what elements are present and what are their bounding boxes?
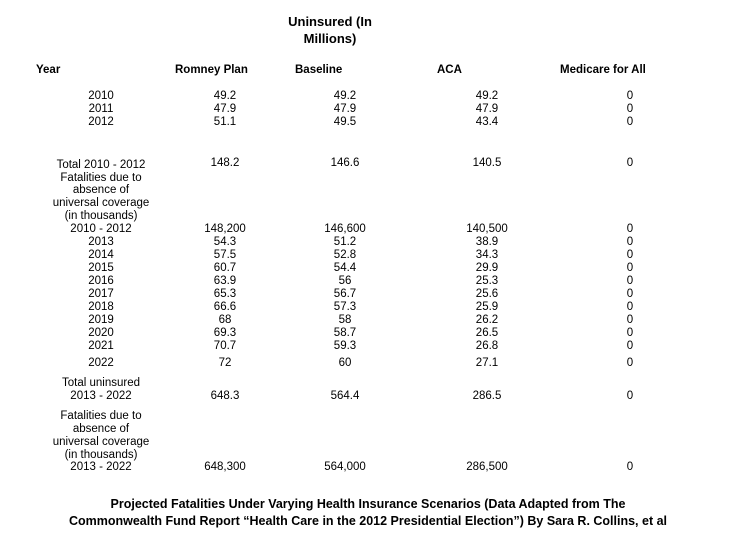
medicare-cell: 0	[626, 236, 634, 248]
table-row	[0, 223, 736, 236]
romney-cell: 72	[218, 357, 232, 369]
aca-cell: 49.2	[475, 90, 499, 102]
medicare-cell: 0	[626, 157, 634, 169]
year-cell: 2016	[88, 275, 114, 287]
baseline-cell: 57.3	[333, 301, 357, 313]
fatalities-label-line: Fatalities due to	[60, 172, 142, 184]
aca-cell: 47.9	[475, 103, 499, 115]
table-row	[0, 236, 736, 249]
baseline-cell: 58.7	[333, 327, 357, 339]
medicare-cell: 0	[626, 288, 634, 300]
table-row	[0, 288, 736, 301]
medicare-cell: 0	[626, 223, 634, 235]
aca-cell: 25.3	[475, 275, 499, 287]
baseline-cell: 56	[338, 275, 352, 287]
romney-cell: 51.1	[213, 116, 237, 128]
fatalities-label-line: Fatalities due to	[60, 410, 142, 422]
aca-cell: 286.5	[472, 390, 502, 402]
year-cell: 2020	[88, 327, 114, 339]
medicare-cell: 0	[626, 357, 634, 369]
fatalities-label-line: universal coverage	[52, 436, 150, 448]
baseline-cell: 146,600	[324, 223, 366, 235]
fatalities-label-line: universal coverage	[52, 197, 150, 209]
year-cell: 2010 - 2012	[70, 223, 132, 235]
baseline-cell: 60	[338, 357, 352, 369]
romney-cell: 60.7	[213, 262, 237, 274]
year-cell: 2022	[88, 357, 114, 369]
romney-cell: 148,200	[204, 223, 246, 235]
aca-cell: 26.2	[475, 314, 499, 326]
table-row	[0, 90, 736, 103]
medicare-cell: 0	[626, 103, 634, 115]
baseline-cell: 49.5	[333, 116, 357, 128]
table-row	[0, 357, 736, 370]
aca-cell: 25.6	[475, 288, 499, 300]
total-2010-2012-row	[0, 159, 736, 172]
medicare-cell: 0	[626, 314, 634, 326]
baseline-cell: 58	[338, 314, 352, 326]
aca-cell: 34.3	[475, 249, 499, 261]
medicare-cell: 0	[626, 275, 634, 287]
aca-cell: 38.9	[475, 236, 499, 248]
table-row	[0, 327, 736, 340]
table-row	[0, 340, 736, 353]
baseline-cell: 59.3	[333, 340, 357, 352]
fatalities-label-line: absence of	[72, 184, 130, 196]
table-row	[0, 262, 736, 275]
romney-cell: 49.2	[213, 90, 237, 102]
medicare-cell: 0	[626, 90, 634, 102]
aca-cell: 27.1	[475, 357, 499, 369]
romney-cell: 47.9	[213, 103, 237, 115]
year-cell: 2019	[88, 314, 114, 326]
table-title-line2: Millions)	[303, 31, 357, 46]
baseline-cell: 47.9	[333, 103, 357, 115]
year-cell: 2013 - 2022	[70, 390, 132, 402]
aca-cell: 26.5	[475, 327, 499, 339]
year-cell: 2010	[88, 90, 114, 102]
year-cell: 2012	[88, 116, 114, 128]
table-row	[0, 116, 736, 129]
year-cell: 2021	[88, 340, 114, 352]
year-cell: 2017	[88, 288, 114, 300]
romney-cell: 148.2	[210, 157, 240, 169]
year-cell: 2018	[88, 301, 114, 313]
year-cell: 2013 - 2022	[70, 461, 132, 473]
header-medicare-for-all: Medicare for All	[560, 64, 646, 76]
table-row	[0, 275, 736, 288]
medicare-cell: 0	[626, 390, 634, 402]
medicare-cell: 0	[626, 327, 634, 339]
romney-cell: 66.6	[213, 301, 237, 313]
baseline-cell: 564,000	[324, 461, 366, 473]
fatalities-label-line: absence of	[72, 423, 130, 435]
table-row	[0, 249, 736, 262]
header-romney-plan: Romney Plan	[175, 64, 248, 76]
medicare-cell: 0	[626, 249, 634, 261]
caption-line1: Projected Fatalities Under Varying Health Insurance Scenarios (Data Adapted from The	[110, 497, 626, 511]
medicare-cell: 0	[626, 262, 634, 274]
aca-cell: 26.8	[475, 340, 499, 352]
baseline-cell: 56.7	[333, 288, 357, 300]
baseline-cell: 51.2	[333, 236, 357, 248]
fatalities-2013-2022-row	[0, 461, 736, 474]
aca-cell: 43.4	[475, 116, 499, 128]
year-cell: 2011	[88, 103, 114, 115]
aca-cell: 286,500	[466, 461, 508, 473]
total-uninsured-row	[0, 390, 736, 403]
total-label: Total 2010 - 2012	[56, 159, 146, 171]
table-row	[0, 301, 736, 314]
aca-cell: 140.5	[472, 157, 502, 169]
aca-cell: 25.9	[475, 301, 499, 313]
medicare-cell: 0	[626, 461, 634, 473]
header-baseline: Baseline	[295, 64, 343, 76]
table-row	[0, 314, 736, 327]
table-row	[0, 103, 736, 116]
caption-line2: Commonwealth Fund Report “Health Care in the 2012 Presidential Election”) By Sara R. Collins, et al	[68, 514, 668, 528]
aca-cell: 140,500	[466, 223, 508, 235]
romney-cell: 63.9	[213, 275, 237, 287]
romney-cell: 65.3	[213, 288, 237, 300]
fatalities-label-line: (in thousands)	[64, 210, 138, 222]
year-cell: 2015	[88, 262, 114, 274]
romney-cell: 648,300	[204, 461, 246, 473]
romney-cell: 69.3	[213, 327, 237, 339]
romney-cell: 70.7	[213, 340, 237, 352]
romney-cell: 648.3	[210, 390, 240, 402]
baseline-cell: 49.2	[333, 90, 357, 102]
fatalities-label-line: (in thousands)	[64, 449, 138, 461]
baseline-cell: 564.4	[330, 390, 360, 402]
romney-cell: 68	[218, 314, 232, 326]
total-uninsured-label: Total uninsured	[62, 377, 140, 389]
medicare-cell: 0	[626, 340, 634, 352]
header-year: Year	[36, 64, 61, 76]
baseline-cell: 54.4	[333, 262, 357, 274]
romney-cell: 57.5	[213, 249, 237, 261]
medicare-cell: 0	[626, 116, 634, 128]
header-aca: ACA	[437, 64, 462, 76]
aca-cell: 29.9	[475, 262, 499, 274]
medicare-cell: 0	[626, 301, 634, 313]
year-cell: 2013	[88, 236, 114, 248]
romney-cell: 54.3	[213, 236, 237, 248]
table-title-line1: Uninsured (In	[288, 14, 372, 29]
baseline-cell: 146.6	[330, 157, 360, 169]
year-cell: 2014	[88, 249, 114, 261]
baseline-cell: 52.8	[333, 249, 357, 261]
